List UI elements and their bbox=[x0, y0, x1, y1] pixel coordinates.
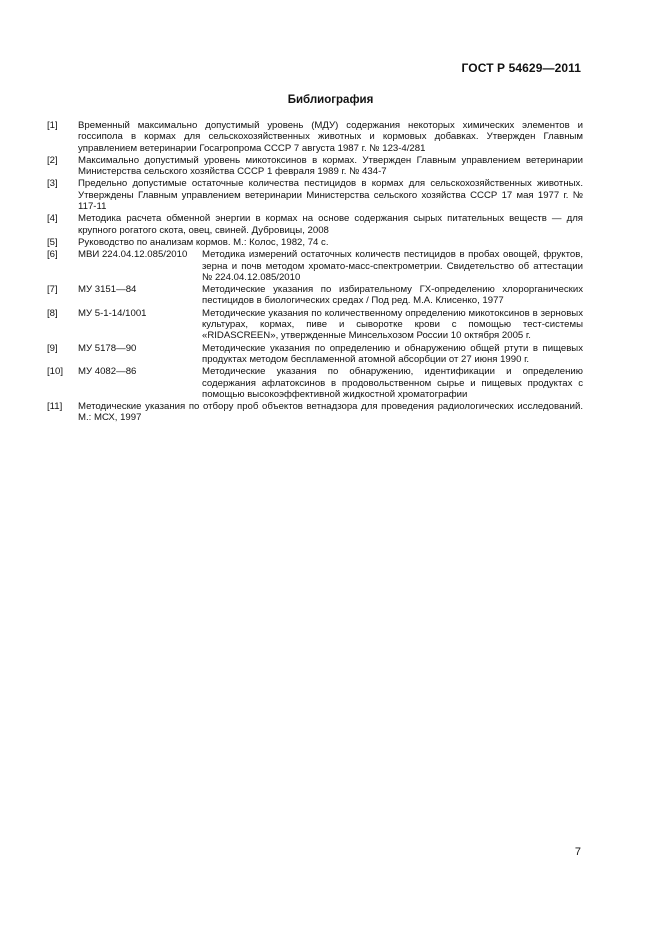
bibliography-entry bbox=[47, 284, 583, 307]
bibliography-entry bbox=[47, 213, 583, 236]
entry-code: МУ 5178—90 bbox=[78, 342, 137, 354]
entry-text: Методические указания по избирательному ГХ-определению хлорорганических пестицидов в биологических средах / Под ред. М.А. Клисенко, 1977 bbox=[202, 284, 583, 307]
bibliography-entry bbox=[47, 120, 583, 154]
bibliography-entry bbox=[47, 401, 583, 424]
entry-text: Методика измерений остаточных количеств пестицидов в пробах овощей, фруктов, зерна и почв методом хромато-масс-спектрометрии. Свидетельство об аттестации № 224.04.12.085/2010 bbox=[202, 249, 583, 283]
entry-text: Методические указания по обнаружению, идентификации и определению содержания афлатоксинов в продовольственном сырье и пищевых продуктах с помощью высокоэффективной жидкостной хроматографии bbox=[202, 366, 583, 400]
bibliography-entry bbox=[47, 237, 583, 248]
bibliography-entry bbox=[47, 343, 583, 366]
entry-code: МУ 5-1-14/1001 bbox=[78, 307, 147, 319]
page-number: 7 bbox=[574, 846, 581, 858]
entry-number: [8] bbox=[47, 307, 58, 319]
entry-text: Предельно допустимые остаточные количества пестицидов в кормах для сельскохозяйственных животных. Утверждены Главным управлением ветеринарии Министерства сельского хозяйства СССР 17 мая 1977 г. № 117-11 bbox=[78, 178, 583, 213]
bibliography-entry bbox=[47, 308, 583, 342]
entry-text: Методические указания по определению и обнаружению общей ртути в пищевых продуктах методом беспламенной атомной абсорбции от 27 июня 1990 г. bbox=[202, 342, 583, 365]
bibliography-list bbox=[47, 120, 583, 425]
entry-text: Методические указания по отбору проб объектов ветнадзора для проведения радиологических исследований. М.: МСХ, 1997 bbox=[78, 401, 583, 424]
entry-number: [9] bbox=[47, 342, 58, 354]
entry-code: МВИ 224.04.12.085/2010 bbox=[78, 249, 188, 261]
entry-number: [1] bbox=[47, 120, 58, 131]
entry-text: Методика расчета обменной энергии в кормах на основе содержания сырых питательных веществ — для крупного рогатого скота, овец, свиней. Дубровицы, 2008 bbox=[78, 213, 583, 236]
entry-text: Руководство по анализам кормов. М.: Колос, 1982, 74 с. bbox=[78, 236, 329, 248]
entry-number: [5] bbox=[47, 236, 58, 248]
bibliography-entry bbox=[47, 155, 583, 178]
entry-number: [7] bbox=[47, 284, 58, 296]
bibliography-entry bbox=[47, 178, 583, 212]
entry-text: Временный максимально допустимый уровень (МДУ) содержания некоторых химических элементов и госсипола в кормах для сельскохозяйственных животных и кормовых добавках. Утвержден Главным управлением ветеринарии Госагропрома СССР 7 августа 1987 г. № 123-4/281 bbox=[78, 120, 583, 154]
document-code: ГОСТ Р 54629—2011 bbox=[461, 61, 581, 75]
entry-number: [4] bbox=[47, 213, 58, 225]
entry-number: [3] bbox=[47, 178, 58, 190]
entry-number: [11] bbox=[47, 401, 63, 413]
bibliography-entry bbox=[47, 249, 583, 283]
bibliography-entry bbox=[47, 366, 583, 400]
entry-number: [10] bbox=[47, 366, 64, 378]
entry-text: Методические указания по количественному определению микотоксинов в зерновых культурах, кормах, пиве и сыворотке крови с помощью тест-системы «RIDASCREEN», утвержденные Минсельхозом России 10 октября 2005 г. bbox=[202, 307, 583, 342]
entry-number: [6] bbox=[47, 249, 58, 261]
page-title: Библиография bbox=[287, 94, 374, 106]
entry-code: МУ 3151—84 bbox=[78, 284, 137, 296]
entry-code: МУ 4082—86 bbox=[78, 366, 137, 378]
entry-number: [2] bbox=[47, 154, 58, 166]
entry-text: Максимально допустимый уровень микотоксинов в кормах. Утвержден Главным управлением ветеринарии Министерства сельского хозяйства СССР 1 февраля 1989 г. № 434-7 bbox=[78, 154, 583, 178]
